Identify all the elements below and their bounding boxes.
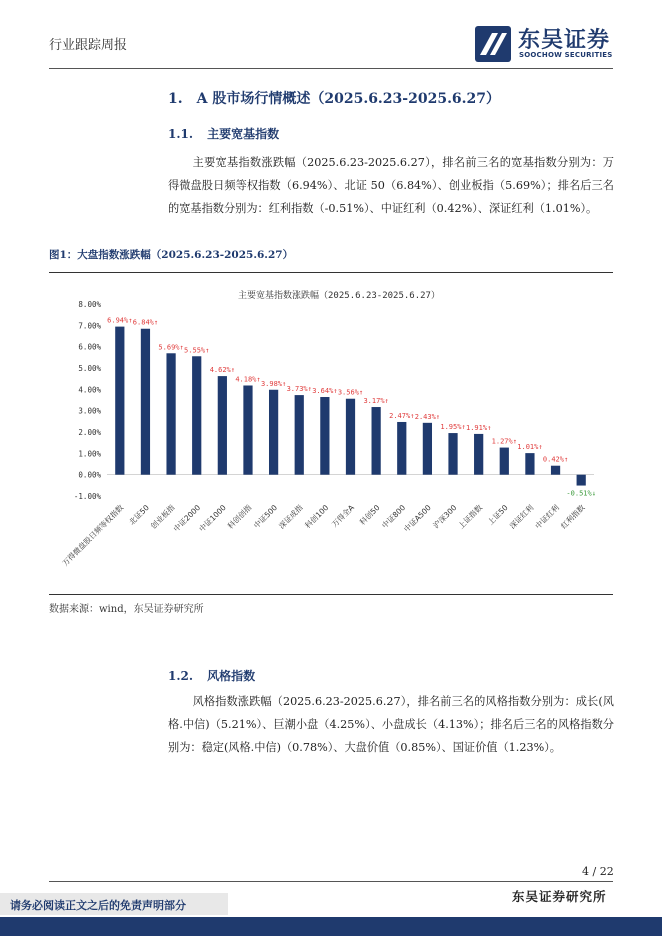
data-label: 3.56%↑	[337, 388, 364, 397]
x-category-label: 上证指数	[456, 503, 485, 531]
bar	[423, 423, 432, 475]
x-category-label: 中证800	[380, 503, 408, 531]
bar	[346, 399, 355, 475]
bar	[525, 453, 534, 475]
data-label: 3.98%↑	[260, 379, 287, 388]
data-label: 5.69%↑	[158, 343, 184, 352]
data-label: 1.27%↑	[491, 437, 517, 446]
bar	[397, 422, 406, 475]
y-tick-label: -1.00%	[73, 492, 101, 501]
x-category-label: 创业板指	[148, 503, 177, 531]
data-label: 2.43%↑	[414, 412, 441, 421]
style-index-paragraph: 风格指数涨跌幅（2025.6.23-2025.6.27），排名前三名的风格指数分别为：成长(风格.中信)（5.21%）、巨潮小盘（4.25%）、小盘成长（4.13%）；排名后三名的风格指数分别为：稳定(风格.中信)（0.78%）、大盘价值（0.85%）、国证价值（1.23%）。	[168, 695, 614, 754]
x-category-label: 上证50	[485, 503, 510, 527]
bar	[141, 329, 150, 475]
bar	[474, 434, 483, 475]
x-category-label: 沪深300	[431, 503, 459, 531]
x-category-label: 中证A500	[402, 503, 433, 534]
bar	[448, 433, 457, 475]
y-tick-label: 4.00%	[78, 385, 101, 395]
y-tick-label: 3.00%	[78, 406, 101, 416]
data-label: 0.42%↑	[542, 455, 569, 464]
bar	[243, 385, 252, 474]
figure-source: 数据来源：wind，东吴证券研究所	[49, 604, 204, 615]
logo-cn: 东吴证券	[518, 28, 611, 53]
bar	[320, 397, 329, 475]
bar	[218, 376, 227, 475]
data-label: 3.73%↑	[286, 385, 312, 394]
report-type-label: 行业跟踪周报	[49, 38, 128, 53]
data-label: 3.17%↑	[363, 397, 389, 406]
subsection-title-style-index	[168, 667, 255, 684]
index-bar-chart	[49, 276, 613, 590]
data-label: 1.01%↑	[517, 443, 543, 452]
data-label: -0.51%↓	[566, 489, 596, 498]
data-label: 2.47%↑	[389, 411, 415, 420]
bar	[577, 475, 586, 486]
subsection-title-broad-index	[168, 125, 279, 142]
header-rule	[49, 68, 613, 69]
bar	[295, 395, 304, 475]
data-label: 5.55%↑	[184, 346, 210, 355]
data-label: 4.18%↑	[235, 375, 261, 384]
footer-bar	[0, 917, 662, 936]
disclaimer-text: 请务必阅读正文之后的免责声明部分	[10, 899, 186, 912]
x-category-label: 科创50	[357, 503, 382, 527]
x-category-label: 红利指数	[559, 503, 587, 531]
figure-rule-bottom	[49, 594, 613, 595]
x-category-label: 万得微盘股日频等权指数	[60, 503, 126, 568]
broad-index-paragraph: 主要宽基指数涨跌幅（2025.6.23-2025.6.27），排名前三名的宽基指数分别为：万得微盘股日频等权指数（6.94%）、北证 50（6.84%）、创业板指（5.69%）；排名后三名的宽基指数分别为：红利指数（-0.51%）、中证红利（0.42%）、深证红利（1.01%）。	[168, 156, 614, 215]
x-category-label: 中证500	[251, 503, 280, 531]
y-tick-label: 7.00%	[78, 321, 101, 331]
chart-title: 主要宽基指数涨跌幅（2025.6.23-2025.6.27）	[238, 291, 440, 301]
y-tick-label: 1.00%	[78, 449, 101, 459]
x-category-label: 北证50	[127, 503, 151, 527]
x-category-label: 中证2000	[171, 503, 203, 534]
bar	[269, 390, 278, 475]
y-tick-label: 6.00%	[78, 342, 101, 352]
bar	[166, 353, 175, 474]
data-label: 4.62%↑	[209, 366, 235, 375]
data-label: 6.94%↑	[107, 316, 133, 325]
page-number: 4 / 22	[582, 865, 614, 878]
subsection-number: 1.2.	[168, 669, 194, 683]
x-category-label: 深证红利	[507, 503, 536, 531]
x-category-label: 中证1000	[197, 503, 228, 534]
x-category-label: 科创100	[303, 503, 331, 531]
data-label: 1.91%↑	[466, 423, 492, 432]
x-category-label: 中证红利	[533, 503, 561, 531]
logo-en: SOOCHOW SECURITIES	[519, 51, 613, 59]
bar	[115, 327, 124, 475]
data-label: 6.84%↑	[132, 318, 159, 327]
x-category-label: 深证成指	[277, 503, 305, 531]
figure-caption: 图1：大盘指数涨跌幅（2025.6.23-2025.6.27）	[49, 249, 294, 261]
bar	[551, 466, 560, 475]
section-title: 1. A 股市场行情概述（2025.6.23-2025.6.27）	[168, 91, 501, 107]
y-tick-label: 2.00%	[78, 428, 101, 437]
bar	[500, 448, 509, 475]
footer-org: 东吴证券研究所	[512, 889, 607, 904]
subsection-number: 1.1.	[168, 127, 194, 141]
x-category-label: 科创创指	[225, 503, 254, 531]
y-tick-label: 5.00%	[78, 364, 101, 373]
bar	[192, 356, 201, 474]
data-label: 1.95%↑	[440, 423, 466, 432]
subsection-title-text: 风格指数	[207, 669, 256, 683]
logo-mark-icon	[474, 25, 512, 63]
x-category-label: 万得全A	[330, 503, 356, 529]
disclaimer-notice	[0, 893, 228, 915]
subsection-title-text: 主要宽基指数	[207, 127, 280, 141]
bar	[372, 407, 381, 475]
data-label: 3.64%↑	[312, 387, 338, 396]
y-tick-label: 0.00%	[78, 470, 101, 480]
company-logo	[474, 25, 624, 65]
y-tick-label: 8.00%	[78, 300, 101, 309]
figure-rule-top	[49, 272, 613, 273]
footer-rule	[49, 881, 613, 882]
